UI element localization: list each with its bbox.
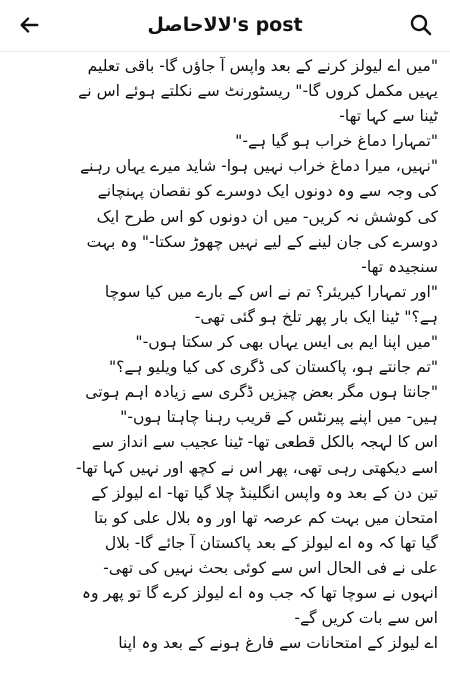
search-button[interactable] xyxy=(404,10,438,44)
arrow-left-icon xyxy=(18,14,40,40)
back-button[interactable] xyxy=(12,10,46,44)
search-icon xyxy=(409,13,433,41)
app-header xyxy=(0,0,450,52)
page-title: لالاحاصل's post xyxy=(147,14,303,36)
post-text: "میں اے لیولز کرنے کے بعد واپس آ جاؤں گا- باقی تعلیم یہیں مکمل کروں گا-" ریسٹورنٹ سے نکلتے ہوئے اس نے ٹینا سے کہا تھا- "تمہارا دماغ خراب ہو گیا ہے-" "نہیں، میرا دماغ خراب نہیں ہوا- شاید میرے یہاں رہنے کی وجہ سے وہ دونوں ایک دوسرے کو نقصان پہنچانے کی کوشش نہ کریں- میں ان دونوں کو اس طرح ایک دوسرے کی جان لینے کے لیے نہیں چھوڑ سکتا-" وہ بہت سنجیدہ تھا- "اور تمہارا کیریئر؟ تم نے اس کے بارے میں کیا سوچا ہے؟" ٹینا ایک بار پھر تلخ ہو گئی تھی- "میں اپنا ایم بی ایس یہاں بھی کر سکتا ہوں-" "تم جانتے ہو، پاکستان کی ڈگری کی کیا ویلیو ہے؟" "جانتا ہوں مگر بعض چیزیں ڈگری سے زیادہ اہم ہوتی ہیں- میں اپنے پیرنٹس کے قریب رہنا چاہتا ہوں-" اس کا لہجہ بالکل قطعی تھا- ٹینا عجیب سے انداز سے اسے دیکھتی رہی تھی، پھر اس نے کچھ اور نہیں کہا تھا- تین دن کے بعد وہ واپس انگلینڈ چلا گیا تھا- اے لیولز کے امتحان میں بہت کم عرصہ تھا اور وہ بلال علی کو بتا گیا تھا کہ وہ اے لیولز کے بعد پاکستان آ جائے گا- بلال علی نے فی الحال اس سے کوئی بحث نہیں کی تھی- انہوں نے سوچا تھا کہ جب وہ اے لیولز کرے گا تو پھر وہ اس سے بات کریں گے- اے لیولز کے امتحانات سے فارغ ہونے کے بعد وہ اپنا xyxy=(75,57,438,653)
post-body xyxy=(12,54,438,675)
